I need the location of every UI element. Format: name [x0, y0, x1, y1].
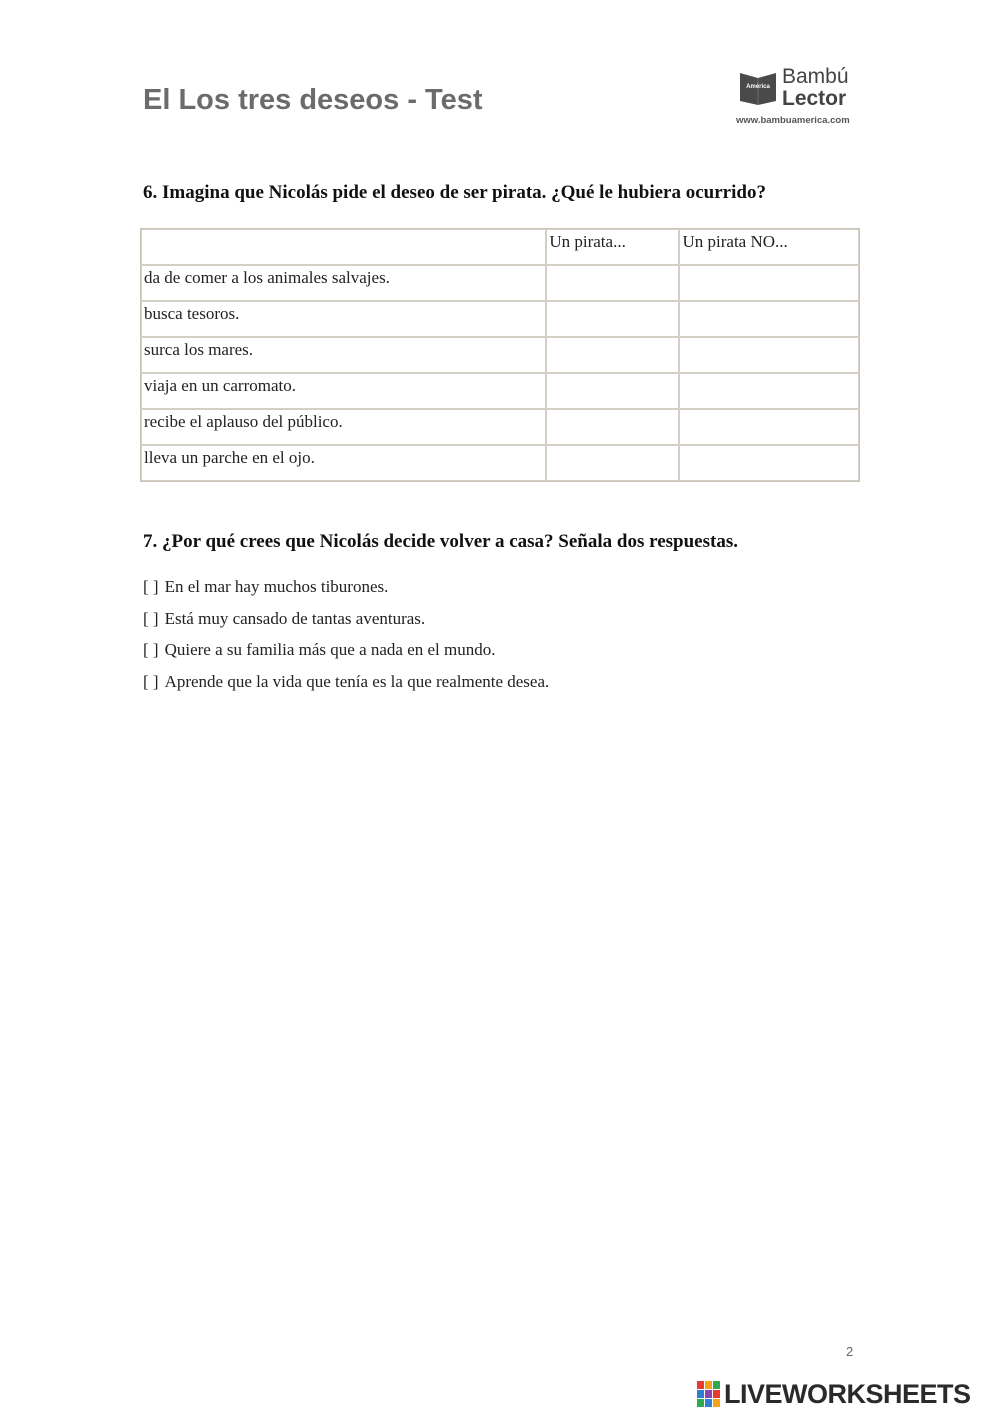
answer-cell-pirata[interactable] [546, 265, 679, 301]
answer-cell-pirata[interactable] [546, 301, 679, 337]
checkbox-bracket[interactable]: [ ] [143, 640, 159, 659]
statement-cell: surca los mares. [141, 337, 546, 373]
list-item [143, 670, 549, 702]
answer-cell-pirata-no[interactable] [679, 409, 859, 445]
answer-cell-pirata[interactable] [546, 337, 679, 373]
bambu-lector-logo [736, 66, 866, 128]
answer-cell-pirata-no[interactable] [679, 301, 859, 337]
liveworksheets-watermark [697, 1378, 971, 1410]
table-header-row [141, 229, 859, 265]
answer-cell-pirata-no[interactable] [679, 265, 859, 301]
logo-name-line2: Lector [782, 87, 847, 110]
answer-cell-pirata-no[interactable] [679, 445, 859, 481]
table-row [141, 445, 859, 481]
statement-cell: recibe el aplauso del público. [141, 409, 546, 445]
logo-book-text: América [746, 84, 770, 90]
list-item [143, 575, 549, 607]
option-text: Quiere a su familia más que a nada en el mundo. [164, 640, 496, 659]
table-row [141, 301, 859, 337]
pirata-table [140, 228, 860, 482]
table-row [141, 265, 859, 301]
answer-cell-pirata-no[interactable] [679, 373, 859, 409]
option-text: Aprende que la vida que tenía es la que realmente desea. [164, 671, 550, 691]
statement-cell: viaja en un carromato. [141, 373, 546, 409]
option-text: En el mar hay muchos tiburones. [164, 577, 389, 596]
statement-cell: busca tesoros. [141, 301, 546, 337]
option-text: Está muy cansado de tantas aventuras. [164, 608, 426, 628]
table-header-cell: Un pirata... [546, 229, 679, 265]
list-item [143, 607, 549, 639]
table-row [141, 373, 859, 409]
question-7: 7. ¿Por qué crees que Nicolás decide volver a casa? Señala dos respuestas. [143, 531, 738, 552]
table-header-cell [141, 229, 546, 265]
statement-cell: da de comer a los animales salvajes. [141, 265, 546, 301]
checkbox-bracket[interactable]: [ ] [143, 577, 159, 596]
answer-cell-pirata[interactable] [546, 373, 679, 409]
question-6: 6. Imagina que Nicolás pide el deseo de ser pirata. ¿Qué le hubiera ocurrido? [143, 182, 766, 203]
statement-cell: lleva un parche en el ojo. [141, 445, 546, 481]
table-row [141, 337, 859, 373]
answer-options-list [143, 575, 549, 701]
checkbox-bracket[interactable]: [ ] [143, 671, 159, 691]
table-header-cell: Un pirata NO... [679, 229, 859, 265]
list-item [143, 638, 549, 670]
liveworksheets-text: LIVEWORKSHEETS [724, 1378, 971, 1409]
answer-cell-pirata[interactable] [546, 445, 679, 481]
logo-name-line1: Bambú [782, 65, 849, 88]
answer-cell-pirata[interactable] [546, 409, 679, 445]
checkbox-bracket[interactable]: [ ] [143, 608, 159, 628]
logo-url: www.bambuamerica.com [736, 115, 850, 126]
table-row [141, 409, 859, 445]
liveworksheets-logo-icon [697, 1381, 721, 1407]
page-number: 2 [846, 1344, 854, 1359]
answer-cell-pirata-no[interactable] [679, 337, 859, 373]
document-title: El Los tres deseos - Test [143, 84, 483, 116]
